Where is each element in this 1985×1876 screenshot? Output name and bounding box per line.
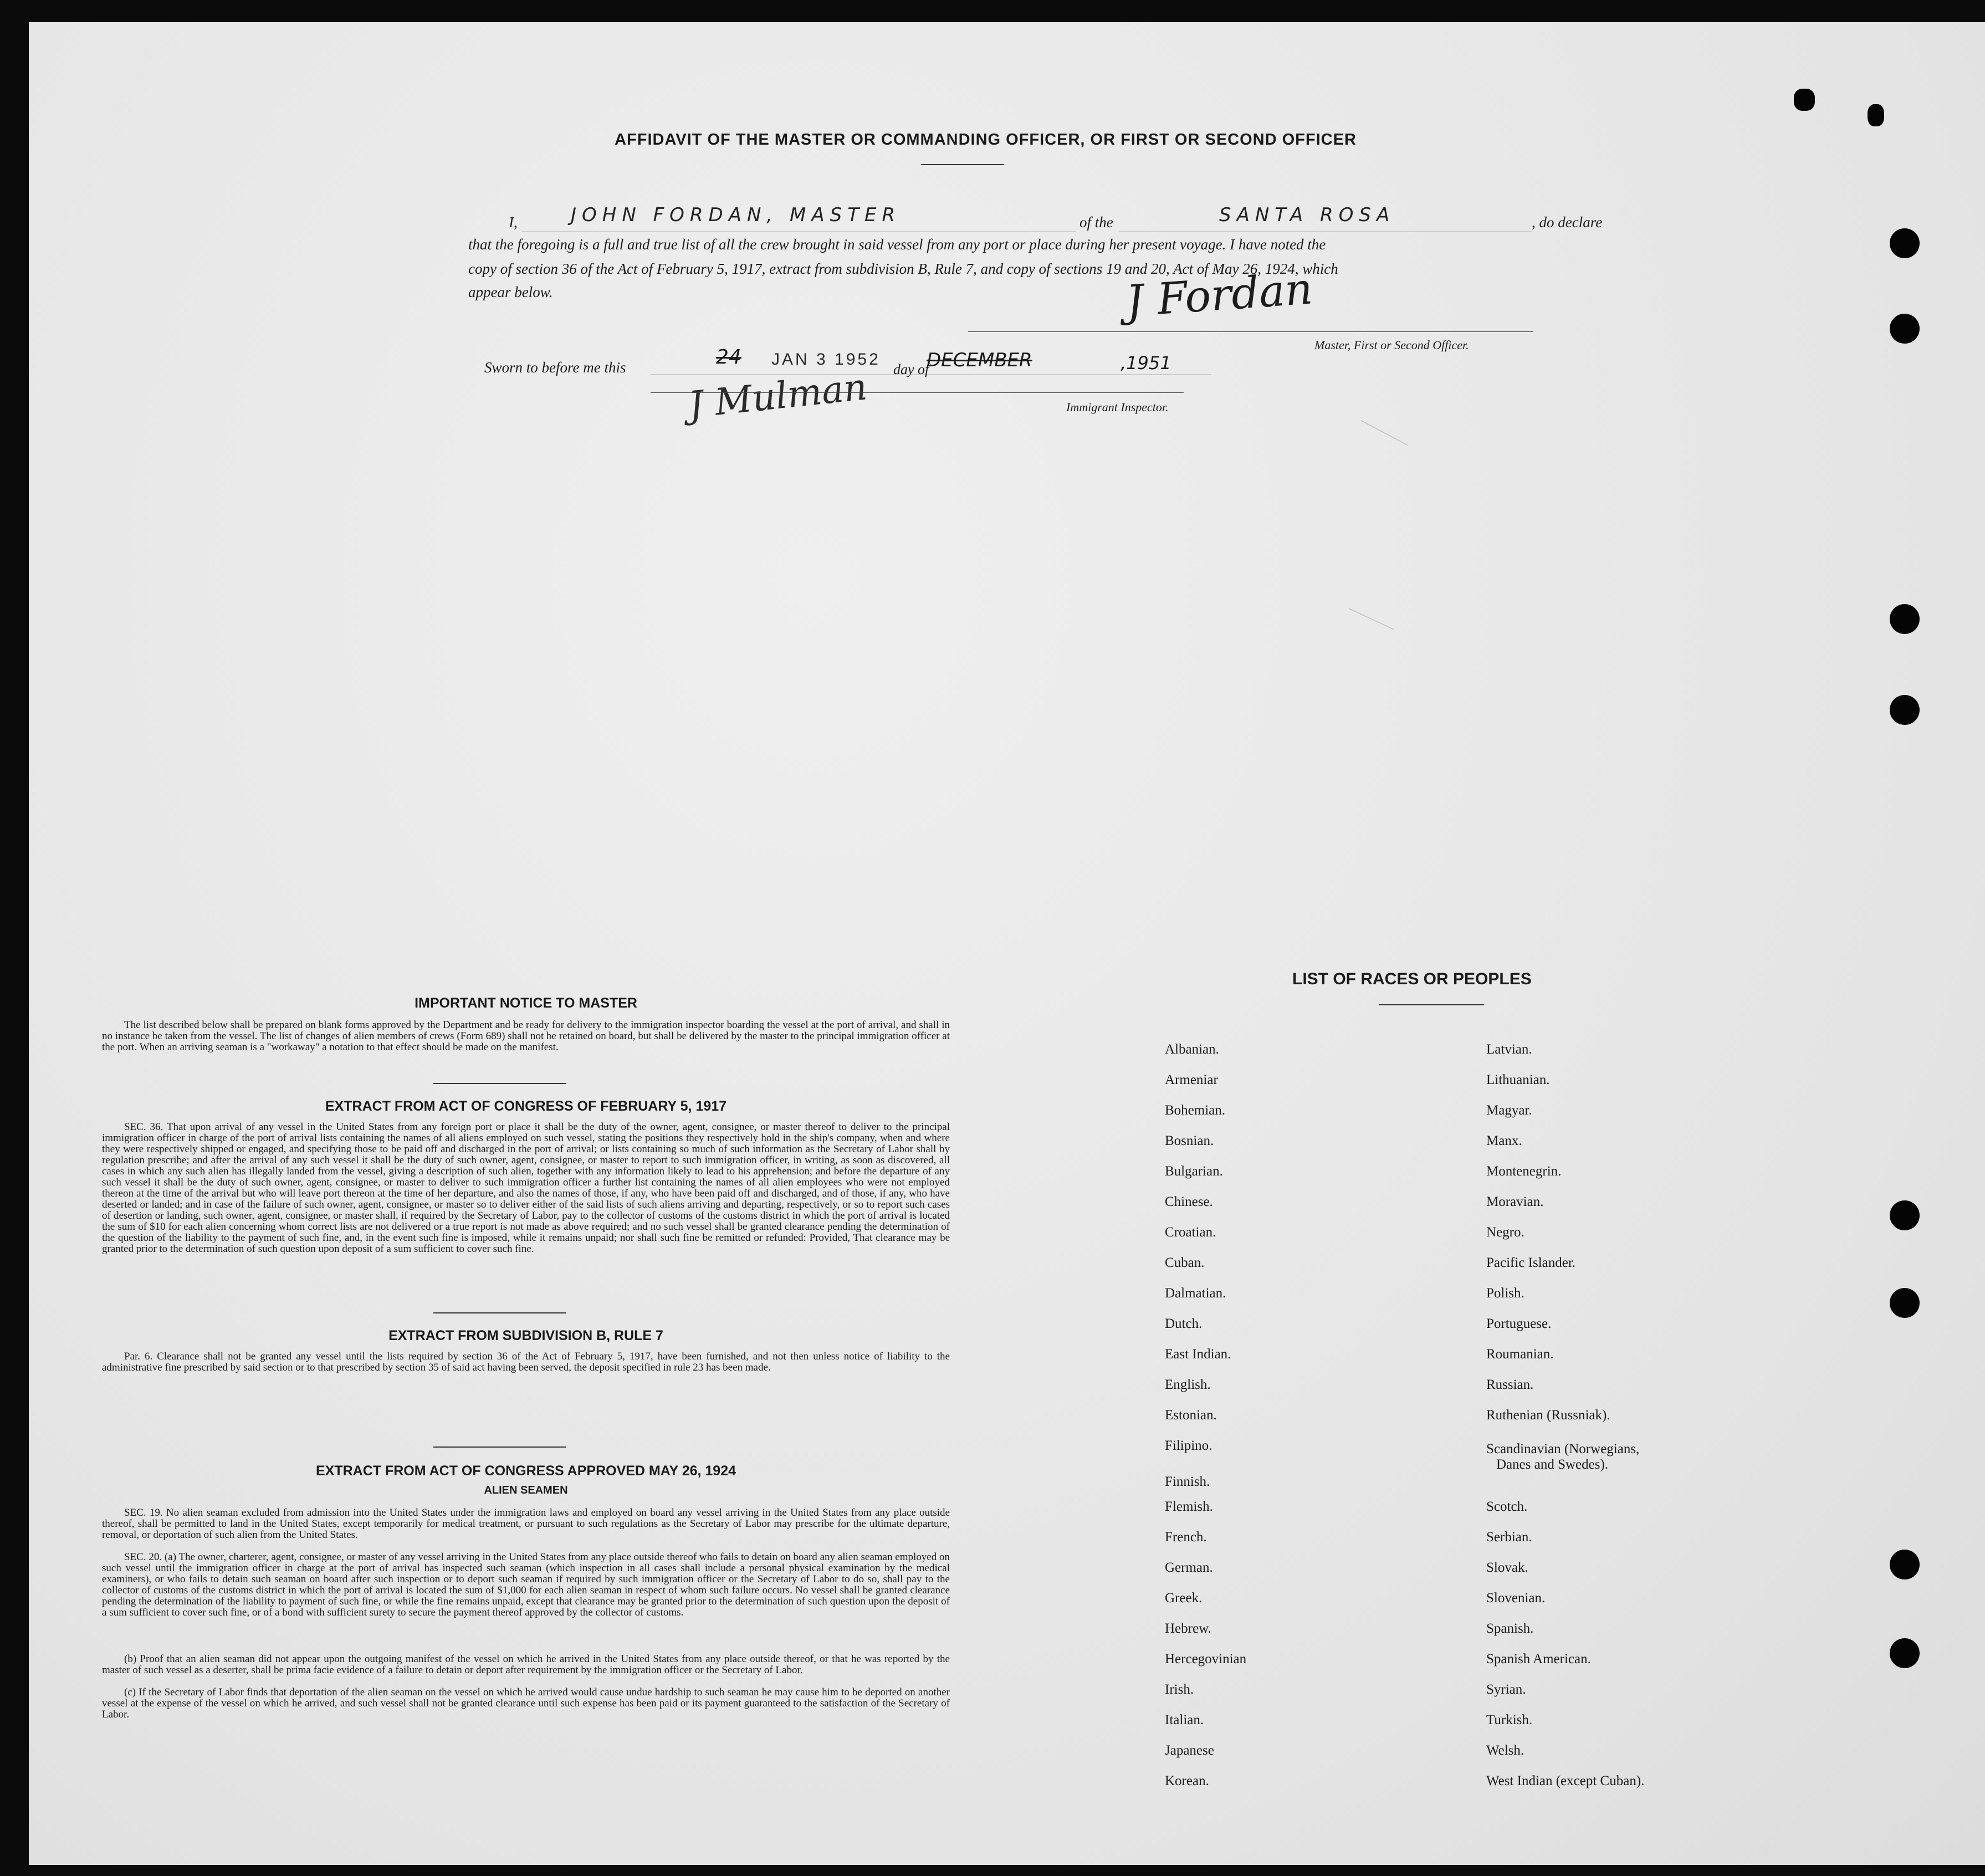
race-item: Estonian. [1165,1408,1217,1423]
day-of-label: day of [893,361,929,377]
sworn-label: Sworn to before me this [484,359,626,376]
extract1924-sec20a: SEC. 20. (a) The owner, charterer, agent, consignee, or master of any vessel arriving in the United States from any place outside thereof who fails to detain on board any alien seaman employed on such vessel until the immigration officer in charge at the port of arrival has inspected such seaman (which inspection in all cases shall include a personal physical examination by the medical examiners), or who fails to detain such seaman on board after such inspection or to deport such seaman if required by such immigration officer or the Secretary of Labor to do so, shall pay to the collector of customs of the customs district in which the port of arrival is located the sum of $1,000 for each alien seaman in respect of whom such failure occurs. No vessel shall be granted clearance pending the determination of the liability to payment of such fine, or while the fine remains unpaid, except that clearance may be granted prior to the determination of such question upon the deposit of a sum sufficient to cover such fine, or of a bond with sufficient surety to secure the payment thereof approved by the collector of customs. [102,1551,950,1618]
race-item: Cuban. [1165,1255,1205,1270]
divider-rule7 [433,1312,566,1313]
i-label: I, [509,214,518,231]
race-item: Italian. [1165,1713,1204,1727]
extract1924-sec19: SEC. 19. No alien seaman excluded from admission into the United States under the immigration laws and employed on board any vessel arriving in the United States from any place outside thereof, shall be permitted to land in the United States, except temporarily for medical treatment, or pursuant to such regulations as the Secretary of Labor may prescribe for the ultimate departure, removal, or deportation of such alien from the United States. [102,1507,950,1541]
race-item: Latvian. [1486,1042,1532,1057]
race-item: Manx. [1486,1133,1522,1148]
race-item: Turkish. [1486,1713,1533,1727]
corner-mark [1868,104,1884,126]
of-the-label: of the [1080,214,1113,231]
notice-title: IMPORTANT NOTICE TO MASTER [415,995,637,1011]
race-item: Scandinavian (Norwegians, [1486,1441,1640,1456]
scratch-mark [1360,420,1408,446]
race-item: Montenegrin. [1486,1164,1562,1179]
extractRule7-title: EXTRACT FROM SUBDIVISION B, RULE 7 [388,1328,663,1343]
race-item: Slovak. [1486,1560,1528,1575]
master-name: JOHN FORDAN, MASTER [571,204,901,226]
race-item: Hebrew. [1165,1621,1211,1636]
punch-hole [1890,1288,1920,1318]
sworn-day-struck: 24 [716,346,741,369]
corner-mark [1794,89,1815,111]
affidavit-line3: copy of section 36 of the Act of February 5, 1917, extract from subdivision B, Rule 7, and copy of sections 19 and 20, Act of May 26, 1924, which [468,260,1338,277]
do-declare-label: , do declare [1532,214,1603,231]
punch-hole [1890,695,1920,725]
race-item: Roumanian. [1486,1347,1554,1362]
race-item: French. [1165,1530,1207,1545]
race-item: Chinese. [1165,1194,1213,1209]
race-item: Dalmatian. [1165,1286,1226,1301]
race-item: Welsh. [1486,1743,1524,1758]
race-item: Scotch. [1486,1499,1528,1514]
race-item: Moravian. [1486,1194,1544,1209]
punch-hole [1890,228,1920,258]
race-item: West Indian (except Cuban). [1486,1773,1645,1788]
race-item: Irish. [1165,1682,1194,1697]
race-item: Filipino. [1165,1438,1213,1453]
race-item: German. [1165,1560,1213,1575]
extract1924-sec20c: (c) If the Secretary of Labor finds that deportation of the alien seaman on the vessel on which he arrived would cause undue hardship to such seaman he may cause him to be deported on another vessel at the expense of the vessel on which he arrived, and such vessel shall not be granted clearance until such expense has been paid or its payment guaranteed to the satisfaction of the Secretary of Labor. [102,1686,950,1720]
race-item: Finnish. [1165,1474,1210,1489]
title-divider [921,164,1004,165]
races-left-column [1165,1034,1246,1796]
master-signature-line [968,331,1533,332]
inspector-signature: J Mulman [686,365,869,427]
document-page [29,22,1985,1865]
race-item: Negro. [1486,1225,1524,1240]
race-item: Bosnian. [1165,1133,1214,1148]
inspector-caption: Immigrant Inspector. [1066,400,1169,414]
races-divider [1379,1004,1484,1005]
divider-1917 [433,1083,566,1084]
race-item: Danes and Swedes). [1496,1457,1609,1472]
punch-hole [1890,1638,1920,1668]
divider-1924 [433,1446,566,1448]
race-item: Pacific Islander. [1486,1255,1576,1270]
race-item: Armeniar [1165,1072,1218,1087]
affidavit-line2: that the foregoing is a full and true list of all the crew brought in said vessel from any port or place during her present voyage. I have noted the [468,236,1326,253]
extractRule7-text: Par. 6. Clearance shall not be granted any vessel until the lists required by section 36 of the Act of February 5, 1917, have been furnished, and not then unless notice of liability to the administrative fine prescribed by said section or to that prescribed by section 35 of said act having been served, the deposit specified in rule 23 has been made. [102,1351,950,1373]
extract1924-subtitle: ALIEN SEAMEN [484,1484,568,1496]
race-item: Bulgarian. [1165,1164,1223,1179]
race-item: East Indian. [1165,1347,1231,1362]
race-item: Spanish. [1486,1621,1534,1636]
date-stamp: JAN 3 1952 [771,350,881,369]
race-item: Hercegovinian [1165,1652,1247,1667]
race-item: Greek. [1165,1591,1203,1606]
affidavit-line4: appear below. [468,284,553,300]
affidavit-line1 [482,190,1603,231]
extract1924-title: EXTRACT FROM ACT OF CONGRESS APPROVED MAY 26, 1924 [315,1463,736,1479]
race-item: Croatian. [1165,1225,1216,1240]
sworn-month-struck: DECEMBER [927,349,1032,371]
race-item: Syrian. [1486,1682,1526,1697]
race-item: Portuguese. [1486,1316,1552,1331]
punch-hole [1890,314,1920,344]
affidavit-title: AFFIDAVIT OF THE MASTER OR COMMANDING OFFICER, OR FIRST OR SECOND OFFICER [615,131,1357,149]
race-item: Russian. [1486,1377,1534,1392]
punch-hole [1890,604,1920,634]
sworn-year: ,1951 [1121,352,1171,374]
race-item: Flemish. [1165,1499,1213,1514]
race-item: Korean. [1165,1773,1209,1788]
extract1924-sec20b: (b) Proof that an alien seaman did not appear upon the outgoing manifest of the vessel on which he arrived in the United States from any place outside thereof, or that he was reported by the master of such vessel as a deserter, shall be prima facie evidence of a failure to detain or deport after requirement by the immigration officer or the Secretary of Labor. [102,1653,950,1676]
race-item: Ruthenian (Russniak). [1486,1408,1610,1423]
extract1917-title: EXTRACT FROM ACT OF CONGRESS OF FEBRUARY 5, 1917 [325,1098,727,1114]
race-item: Slovenian. [1486,1591,1546,1606]
notice-text: The list described below shall be prepared on blank forms approved by the Department and be ready for delivery to the immigration inspector boarding the vessel at the port of arrival, and shall in no instance be taken from the vessel. The list of changes of alien members of crews (Form 689) shall not be retained on board, but shall be delivered by the master to the principal immigration officer at the port. When an arriving seaman is a "workaway" a notation to that effect should be made on the manifest. [102,1019,950,1053]
races-title: LIST OF RACES OR PEOPLES [1292,970,1532,988]
race-item: Polish. [1486,1286,1524,1301]
races-right-column [1486,1034,1644,1796]
vessel-name: SANTA ROSA [1219,204,1395,226]
race-item: Japanese [1165,1743,1214,1758]
race-item: Albanian. [1165,1042,1219,1057]
punch-hole [1890,1550,1920,1579]
punch-hole [1890,1200,1920,1230]
extract1917-text: SEC. 36. That upon arrival of any vessel in the United States from any foreign port or place it shall be the duty of the owner, agent, consignee, or master thereof to deliver to the principal immigration officer in charge of the port of arrival lists containing the names of all aliens employed on such vessel, stating the positions they respectively hold in the ship's company, when and where they were respectively shipped or engaged, and specifying those to be paid off and discharged in the port of arrival; or lists containing so much of such information as the Secretary of Labor shall by regulation prescribe; and after the arrival of any such vessel it shall be the duty of such owner, agent, consignee, or master to report to such immigration officer, in writing, as soon as discovered, all cases in which any such alien has illegally landed from the vessel, giving a description of such alien, together with any information likely to lead to his apprehension; and before the departure of any such vessel it shall be the duty of such owner, agent, consignee, or master to deliver to such immigration officer a further list containing the names of all alien employees who were not employed thereon at the time of the arrival but who will leave port thereon at the time of her departure, and also the names of those, if any, who have been paid off and discharged, and of those, if any, who have deserted or landed; and in case of the failure of such owner, agent, consignee, or master so to deliver either of the said lists of such aliens arriving and departing, respectively, or so to report such cases of desertion or landing, such owner, agent, consignee, or master shall, if required by the Secretary of Labor, pay to the collector of customs of the customs district in which the port of arrival is located the sum of $10 for each alien concerning whom correct lists are not delivered or a true report is not made as above required; and no such vessel shall be granted clearance pending the determination of the question of the liability to the payment of such fine, and, in the event such fine is imposed, while it remains unpaid; nor shall such fine be remitted or refunded: Provided, That clearance may be granted prior to the determination of such question upon deposit of a sum sufficient to cover such fine. [102,1121,950,1255]
race-item: Bohemian. [1165,1103,1226,1118]
master-caption: Master, First or Second Officer. [1314,338,1469,352]
race-item: English. [1165,1377,1211,1392]
race-item: Serbian. [1486,1530,1532,1545]
race-item: Magyar. [1486,1103,1532,1118]
race-item: Spanish American. [1486,1652,1591,1667]
inspector-signature-line [651,392,1184,393]
master-signature: J Fordan [1124,264,1314,327]
race-item: Dutch. [1165,1316,1203,1331]
race-item: Lithuanian. [1486,1072,1550,1087]
scratch-mark [1349,608,1394,630]
